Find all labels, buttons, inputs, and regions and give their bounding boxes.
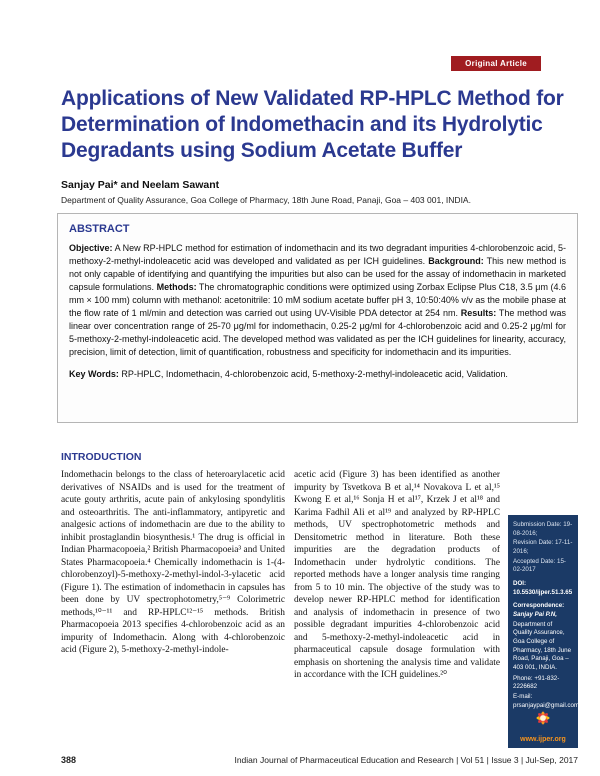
abstract-background-text: This new method is not only capable of identifying and quantifying the impurities but also can be used for the assay of indomethacin in marketed capsule formulations.	[69, 256, 566, 293]
accepted-date: Accepted Date: 15-02-2017	[513, 557, 566, 574]
email-line: E-mail: prsanjaypai@gmail.com	[513, 693, 580, 709]
intro-column-right: acetic acid (Figure 3) has been identified as another impurity by Tsvetkova B et al,¹⁴ Novakova L et al,¹⁵ Kwong E et al,¹⁶ Sonja H et al¹⁷, Krzek J et al¹⁸ and Karima Fadhil Ali et al¹⁹ and analyzed by RP-HPLC methods, UV spectrophotometric methods and Densitometric method in literature. Both these impurities are the degradation products of Indomethacin under hydrolytic conditions. The reported methods have a longer analysis time ranging from 5 to 10 min. The objective of the study was to develop newer RP-HPLC method for identification and analysis of indomethacin in presence of two possible degradant impurities 4-chlorobenzoic acid and 5-methoxy-2-methyl-indoleacetic acid in pharmaceutical capsule dosage formulation with emphasis on shortening the analysis time and validate in accordance with the ICH guidelines.²⁰	[294, 470, 500, 680]
page-footer	[61, 755, 578, 765]
metadata-sidebar	[508, 515, 578, 748]
revision-date: Revision Date: 17-11-2016;	[513, 539, 573, 556]
doi-line: DOI: 10.5530/ijper.51.3.65	[513, 580, 573, 596]
phone-line: Phone: +91-832-2226682	[513, 674, 560, 691]
keywords-text: RP-HPLC, Indomethacin, 4-chlorobenzoic acid, 5-methoxy-2-methyl-indoleacetic acid, Validation.	[118, 369, 508, 380]
correspondent-name: Sanjay Pai P.N,	[513, 611, 557, 619]
abstract-text	[69, 242, 566, 359]
journal-citation: Indian Journal of Pharmaceutical Education and Research | Vol 51 | Issue 3 | Jul-Sep, 2017	[234, 755, 578, 765]
correspondence-address: Department of Quality Assurance, Goa College of Pharmacy, 18th June Road, Panaji, Goa – 403 001, INDIA.	[513, 620, 572, 672]
page-number: 388	[61, 755, 77, 765]
keywords-label: Key Words:	[69, 369, 119, 380]
intro-column-left: Indomethacin belongs to the class of heteroarylacetic acid derivatives of NSAIDs and is used for the treatment of acute gouty arthritis, acute pain of ankylosing spondylitis and osteoarthritis. The anti-inflammatory, antipyretic and analgesic actions of indomethacin are due to the ability to inhibit prostaglandin biosynthesis.¹ The drug is official in Indian Pharmacopoeia,² British Pharmacopoeia³ and United States Pharmacopoeia.⁴ Chemically indomethacin is 1-(4-chlorobenzoyl)-5-methoxy-2-methyl-indol-3-ylacetic acid (Figure 1). The estimation of indomethacin in capsules has been done by UV spectrophotometry,⁵⁻⁹ Colorimetric methods,¹⁰⁻¹¹ and RP-HPLC¹²⁻¹⁵ methods. British Pharmacopoeia 2013 specifies 4-chlorobenzoic acid as an impurity of Indomethacin. Along with 4-chlorobenzoic acid (Figure 2), 5-methoxy-2-methyl-indole-	[61, 470, 285, 655]
abstract-background-label: Background:	[428, 256, 484, 267]
journal-logo-icon	[530, 705, 556, 731]
abstract-methods-label: Methods:	[156, 282, 197, 293]
authors-line: Sanjay Pai* and Neelam Sawant	[61, 179, 220, 191]
abstract-section	[57, 213, 578, 423]
affiliation-line: Department of Quality Assurance, Goa College of Pharmacy, 18th June Road, Panaji, Goa – 403 001, INDIA.	[61, 195, 471, 205]
article-dates	[513, 521, 573, 575]
introduction-heading: INTRODUCTION	[61, 451, 142, 463]
journal-website-link[interactable]: www.ijper.org	[520, 736, 566, 744]
keywords-line	[69, 368, 566, 381]
abstract-heading: ABSTRACT	[69, 223, 130, 235]
article-type-badge: Original Article	[451, 56, 541, 71]
abstract-results-text: The method was linear over concentration range of 25-70 μg/ml for indomethacin, 0.25-2 μg/ml for 4-chlorobenzoic acid and 0.25-2 μg/ml for 5-methoxy-2-methyl-indoleacetic acid. The developed method was validated as per the ICH guidelines for linearity, accuracy, precision, limit of detection, limit of quantification, robustness and specificity for indomethacin and its impurities.	[69, 308, 566, 358]
abstract-methods-text: The chromatographic conditions were optimized using Zorbax Eclipse Plus C18, 3.5 μm (4.6 mm × 100 mm) column with methanol: acetonitrile: 10 mM sodium acetate buffer pH 3, 10:50:40% v/v as the mobile phase at the flow rate of 1 ml/min and detection was carried out using UV-Visible PDA detector at 254 nm.	[69, 282, 566, 319]
abstract-objective-text: A New RP-HPLC method for estimation of indomethacin and its two degradant impurities 4-chlorobenzoic acid, 5-methoxy-2-methyl-indoleacetic acid was developed and validated as per ICH guidelines.	[69, 243, 566, 267]
abstract-objective-label: Objective:	[69, 243, 113, 253]
submission-date: Submission Date: 19-08-2016;	[513, 521, 573, 537]
article-title: Applications of New Validated RP-HPLC Method for Determination of Indomethacin and its Hydrolytic Degradants using Sodium Acetate Buffer	[61, 87, 564, 163]
introduction-body	[61, 469, 578, 749]
abstract-results-label: Results:	[460, 308, 497, 319]
journal-logo	[508, 705, 578, 745]
correspondence-heading: Correspondence:	[513, 602, 565, 610]
